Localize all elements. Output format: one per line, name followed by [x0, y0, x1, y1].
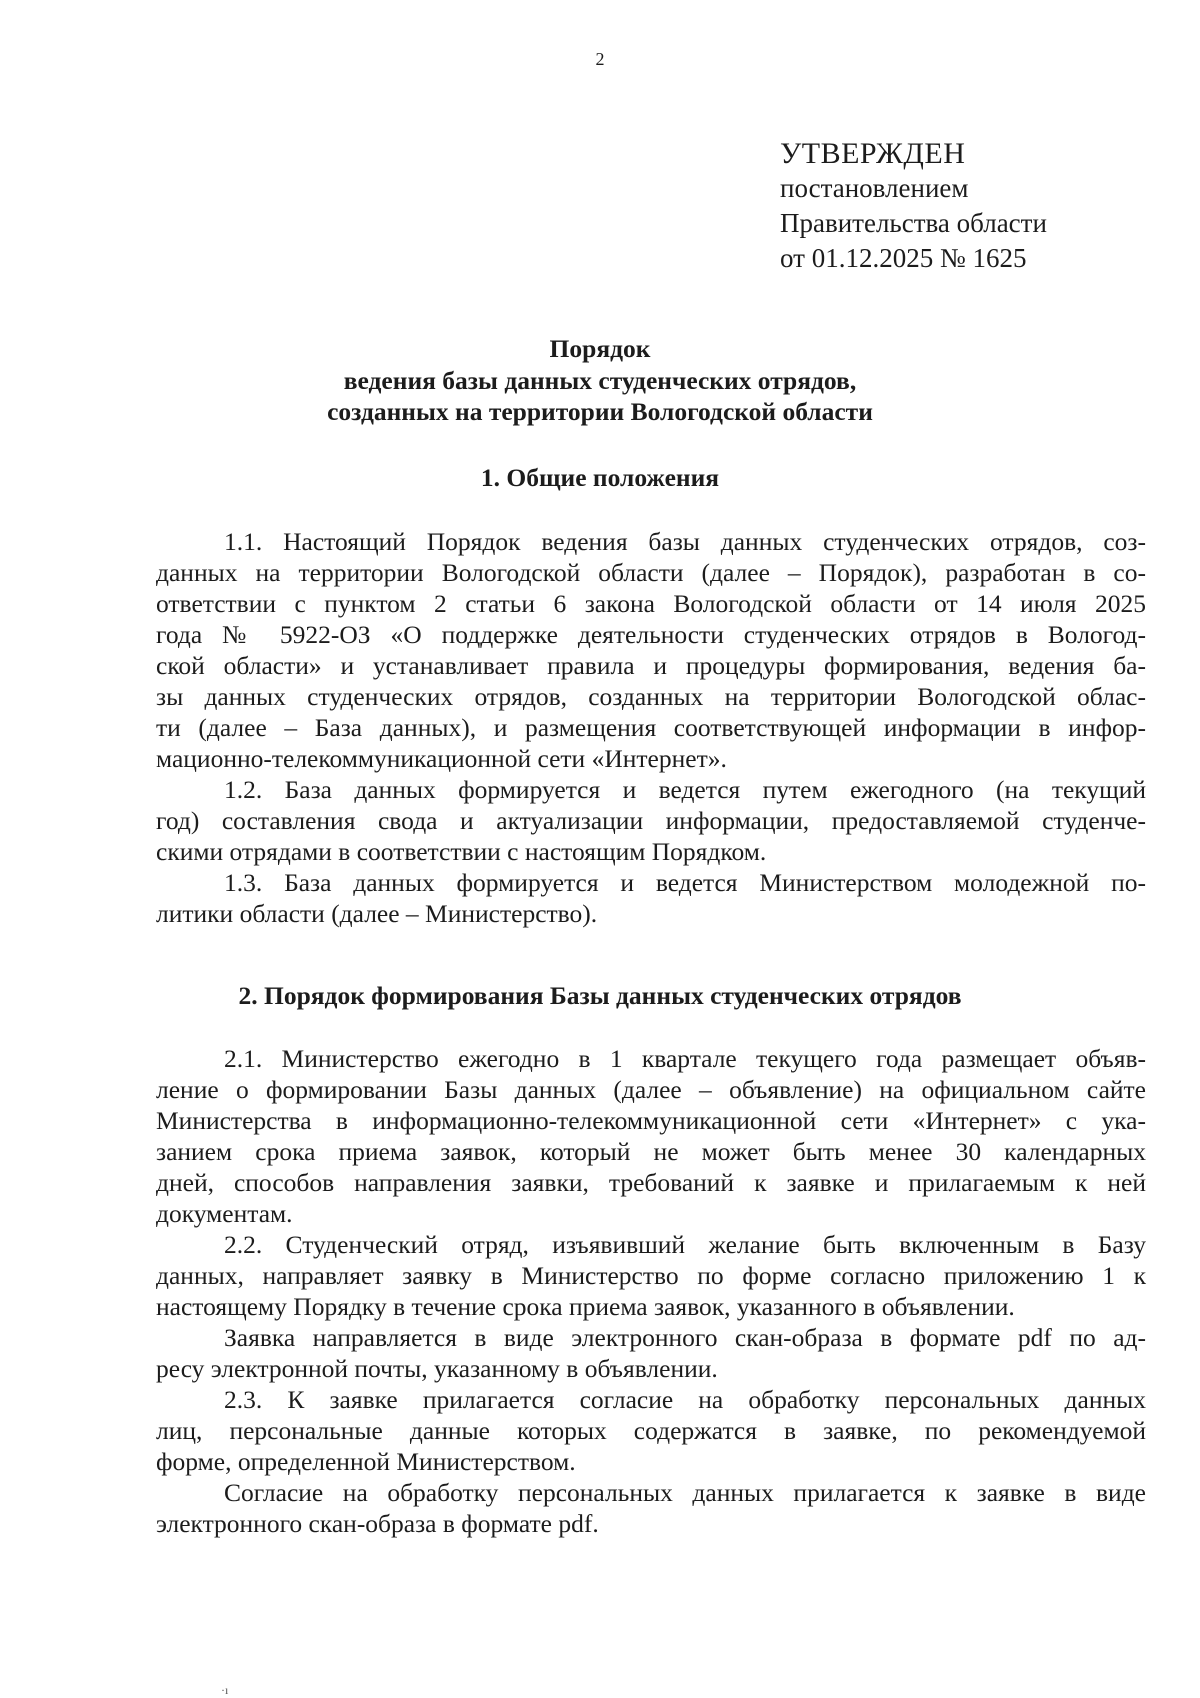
text-line: Министерства в информационно-телекоммуникационной сети «Интернет» с ука-: [156, 1106, 1146, 1135]
text-line: 1.3. База данных формируется и ведется Министерством молодежной по-: [224, 868, 1146, 897]
text-line: мационно-телекоммуникационной сети «Интернет».: [156, 744, 727, 773]
text-line: Заявка направляется в виде электронного скан-образа в формате pdf по ад-: [224, 1323, 1146, 1352]
approval-line-3: от 01.12.2025 № 1625: [780, 243, 1027, 273]
paragraph-2-5: [156, 1477, 1146, 1539]
text-line: данных, направляет заявку в Министерство по форме согласно приложению 1 к: [156, 1261, 1146, 1290]
text-line: электронного скан-образа в формате pdf.: [156, 1509, 599, 1538]
approval-stamp: [780, 136, 1047, 276]
text-line: документам.: [156, 1199, 293, 1228]
approval-title: УТВЕРЖДЕН: [780, 137, 966, 170]
document-title-line-3: созданных на территории Вологодской области: [327, 397, 873, 426]
paragraph-1-1: [156, 526, 1146, 774]
text-line: год) составления свода и актуализации информации, предоставляемой студенче-: [156, 806, 1146, 835]
text-line: настоящему Порядку в течение срока приема заявок, указанного в объявлении.: [156, 1292, 1015, 1321]
text-line: литики области (далее – Министерство).: [156, 899, 598, 928]
scan-artifact: ·ı: [221, 1683, 229, 1697]
text-line: дней, способов направления заявки, требований к заявке и прилагаемым к ней: [156, 1168, 1146, 1197]
paragraph-2-2: [156, 1229, 1146, 1322]
paragraph-1-3: [156, 867, 1146, 929]
paragraph-1-2: [156, 774, 1146, 867]
document-title-line-1: Порядок: [549, 334, 651, 363]
text-line: занием срока приема заявок, который не может быть менее 30 календарных: [156, 1137, 1146, 1166]
section-1-heading: 1. Общие положения: [480, 463, 720, 492]
text-line: 2.1. Министерство ежегодно в 1 квартале текущего года размещает объяв-: [224, 1044, 1146, 1073]
text-line: года № 5922-ОЗ «О поддержке деятельности студенческих отрядов в Вологод-: [156, 620, 1146, 649]
text-line: 1.1. Настоящий Порядок ведения базы данных студенческих отрядов, соз-: [224, 527, 1146, 556]
approval-line-2: Правительства области: [780, 208, 1047, 238]
text-line: ление о формировании Базы данных (далее – объявление) на официальном сайте: [156, 1075, 1146, 1104]
paragraph-2-4: [156, 1384, 1146, 1477]
approval-line-1: постановлением: [780, 173, 969, 203]
page-number: 2: [595, 49, 605, 69]
text-line: 2.3. К заявке прилагается согласие на обработку персональных данных: [224, 1385, 1146, 1414]
paragraph-2-3: [156, 1322, 1146, 1384]
text-line: данных на территории Вологодской области (далее – Порядок), разработан в со-: [156, 558, 1146, 587]
document-title-line-2: ведения базы данных студенческих отрядов,: [343, 365, 857, 395]
paragraph-2-1: [156, 1043, 1146, 1229]
text-line: 1.2. База данных формируется и ведется путем ежегодного (на текущий: [224, 775, 1146, 804]
text-line: форме, определенной Министерством.: [156, 1447, 576, 1476]
document-title: [0, 333, 1200, 428]
text-line: 2.2. Студенческий отряд, изъявивший желание быть включенным в Базу: [224, 1230, 1146, 1259]
section-2-heading: 2. Порядок формирования Базы данных студенческих отрядов: [238, 981, 962, 1010]
text-line: зы данных студенческих отрядов, созданных на территории Вологодской облас-: [156, 682, 1146, 711]
text-line: Согласие на обработку персональных данных прилагается к заявке в виде: [224, 1478, 1146, 1507]
text-line: лиц, персональные данные которых содержатся в заявке, по рекомендуемой: [156, 1416, 1146, 1445]
text-line: ской области» и устанавливает правила и процедуры формирования, ведения ба-: [156, 651, 1146, 680]
section-1-body: [156, 526, 1146, 929]
text-line: скими отрядами в соответствии с настоящим Порядком.: [156, 837, 767, 866]
text-line: ресу электронной почты, указанному в объявлении.: [156, 1354, 718, 1383]
text-line: ответствии с пунктом 2 статьи 6 закона Вологодской области от 14 июля 2025: [156, 589, 1146, 618]
section-2-body: [156, 1043, 1146, 1539]
text-line: ти (далее – База данных), и размещения соответствующей информации в инфор-: [156, 713, 1146, 742]
